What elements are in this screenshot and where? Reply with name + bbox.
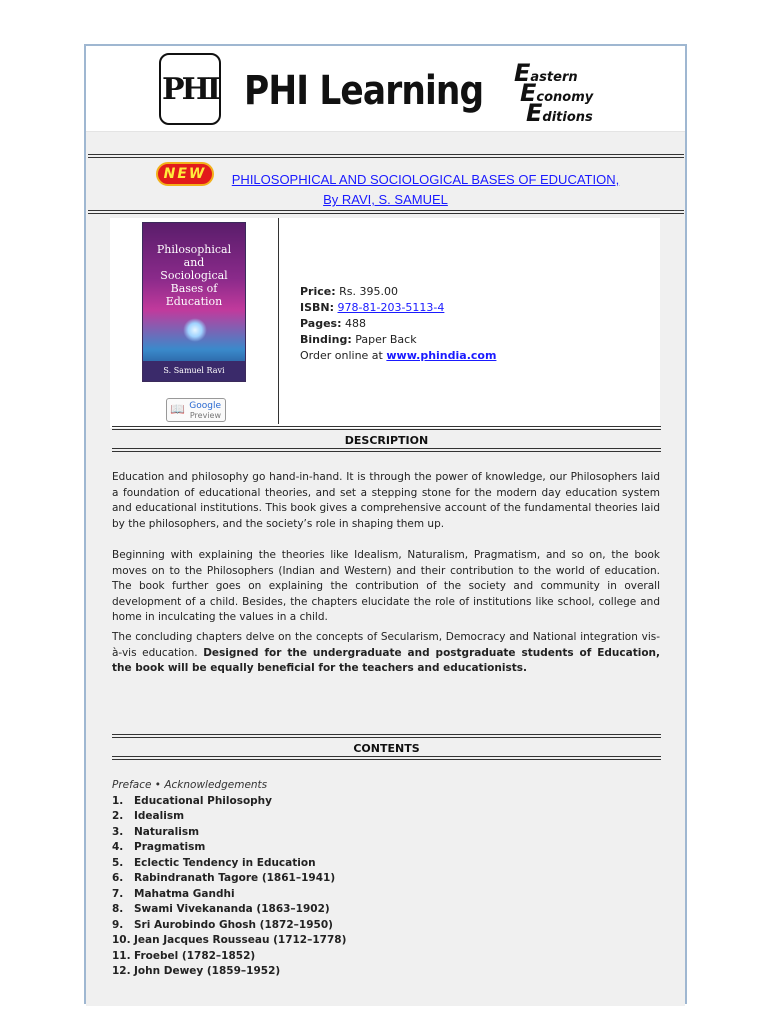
phindia-link[interactable]: www.phindia.com	[386, 349, 497, 362]
header	[86, 46, 685, 132]
list-item: 3. Naturalism	[112, 825, 200, 838]
divider	[88, 154, 684, 158]
book-cover-image[interactable]	[142, 222, 246, 382]
divider	[112, 448, 661, 452]
list-item: 5. Eclectic Tendency in Education	[112, 856, 316, 869]
phi-logo: PHI	[159, 53, 221, 125]
divider	[112, 426, 661, 430]
google-label: Google	[189, 401, 221, 411]
description-paragraph: The concluding chapters delve on the concepts of Secularism, Democracy and National integration vis-à-vis education. Designed for the undergraduate and postgraduate students of Education, the book will be equally beneficial for the teachers and educationists.	[112, 631, 660, 674]
cover-title-line: Sociological	[160, 269, 228, 282]
list-item: 10. Jean Jacques Rousseau (1712–1778)	[112, 934, 347, 946]
list-item: 8. Swami Vivekananda (1863–1902)	[112, 903, 330, 915]
new-badge: NEW	[156, 162, 214, 186]
price-value: Rs. 395.00	[339, 285, 398, 298]
list-item: 1. Educational Philosophy	[112, 794, 273, 807]
list-item: 9. Sri Aurobindo Ghosh (1872–1950)	[112, 918, 333, 931]
cover-title-line: Bases of	[170, 282, 218, 295]
book-author-link[interactable]: By RAVI, S. SAMUEL	[323, 192, 448, 207]
description-paragraph: Education and philosophy go hand-in-hand. It is through the power of knowledge, our Philosophers laid a foundation of educational theories, and set a stepping stone for the modern day education system and educational institutions. This book gives a comprehensive account of the fundamental theories laid by the philosophers, and the society’s role in shaping them up.	[112, 471, 660, 530]
google-preview-button[interactable]	[166, 398, 226, 422]
cover-author: S. Samuel Ravi	[143, 361, 245, 381]
description-heading: DESCRIPTION	[344, 434, 429, 447]
isbn-link[interactable]: 978-81-203-5113-4	[337, 301, 445, 314]
contents-list	[112, 778, 346, 980]
eastern-economy-editions-logo: E astern E conomy E ditions	[514, 59, 594, 127]
cover-title-line: Education	[165, 295, 223, 308]
list-item: 12. John Dewey (1859–1952)	[112, 965, 281, 977]
cover-art	[183, 318, 207, 342]
list-item: 6. Rabindranath Tagore (1861–1941)	[112, 872, 336, 884]
divider	[112, 734, 661, 738]
list-item: 2. Idealism	[112, 810, 185, 822]
binding-value: Paper Back	[355, 333, 417, 346]
preface-line: Preface • Acknowledgements	[112, 779, 268, 791]
order-text: Order online at	[300, 349, 383, 362]
contents-heading: CONTENTS	[353, 742, 420, 755]
list-item: 4. Pragmatism	[112, 841, 206, 853]
divider	[88, 210, 684, 214]
pages-value: 488	[344, 317, 366, 330]
cover-title-line: Philosophical	[156, 243, 232, 256]
list-item: 7. Mahatma Gandhi	[112, 887, 235, 900]
book-title-link[interactable]: PHILOSOPHICAL AND SOCIOLOGICAL BASES OF EDUCATION,	[231, 172, 620, 187]
description-paragraph: Beginning with explaining the theories like Idealism, Naturalism, Pragmatism, and so on, the book moves on to the Philosophers (Indian and Western) and their contribution to the world of education. The book further goes on explaining the contribution of the society and community in overall development of a child. Besides, the chapters elucidate the role of institutions like school, college and home in inculcating the values in a child.	[112, 549, 660, 623]
book-icon: 📖	[170, 402, 185, 416]
brand-name: PHI Learning	[244, 68, 484, 114]
list-item: 11. Froebel (1782–1852)	[112, 949, 256, 962]
cover-title-line: and	[183, 256, 205, 269]
page-frame	[84, 44, 687, 1004]
preview-label: Preview	[189, 411, 221, 420]
divider	[112, 756, 661, 760]
divider	[278, 218, 279, 424]
book-info: Price: Rs. 395.00 ISBN: 978-81-203-5113-4 Pages: 488 Binding: Paper Back Order online at www.phindia.com	[300, 285, 497, 362]
